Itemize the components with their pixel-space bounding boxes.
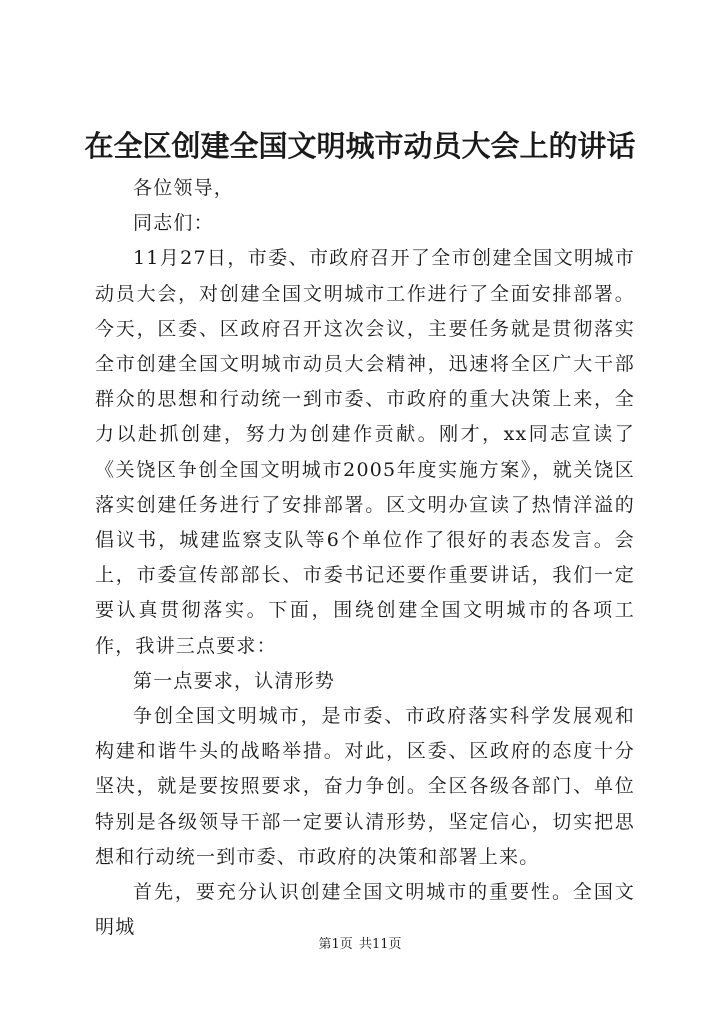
document-body (95, 171, 635, 945)
paragraph-intro: 11月27日，市委、市政府召开了全市创建全国文明城市动员大会，对创建全国文明城市工作进行了全面安排部署。今天，区委、区政府召开这次会议，主要任务就是贯彻落实全市创建全国文明城市动员大会精神，迅速将全区广大干部群众的思想和行动统一到市委、市政府的重大决策上来，全力以赴抓创建，努力为创建作贡献。刚才，xx同志宣读了《关饶区争创全国文明城市2005年度实施方案》，就关饶区落实创建任务进行了安排部署。区文明办宣读了热情洋溢的倡议书，城建监察支队等6个单位作了很好的表态发言。会上，市委宣传部部长、市委书记还要作重要讲话，我们一定要认真贯彻落实。下面，围绕创建全国文明城市的各项工作，我讲三点要求： (95, 247, 635, 657)
document-title: 在全区创建全国文明城市动员大会上的讲话 (84, 129, 636, 163)
page-footer (0, 937, 720, 953)
salutation-comrades: 同志们： (133, 212, 214, 235)
section-heading-1: 第一点要求，认清形势 (133, 669, 336, 692)
paragraph-section-1: 争创全国文明城市，是市委、市政府落实科学发展观和构建和谐牛头的战略举措。对此，区委、区政府的态度十分坚决，就是要按照要求，奋力争创。全区各级各部门、单位特别是各级领导干部一定要认清形势，坚定信心，切实把思想和行动统一到市委、市政府的决策和部署上来。 (95, 705, 635, 868)
page-number: 第1页 (318, 937, 353, 952)
paragraph-first-point: 首先，要充分认识创建全国文明城市的重要性。全国文明城 (95, 881, 635, 939)
salutation-leaders: 各位领导， (133, 177, 235, 199)
page-total: 共11页 (358, 937, 402, 952)
